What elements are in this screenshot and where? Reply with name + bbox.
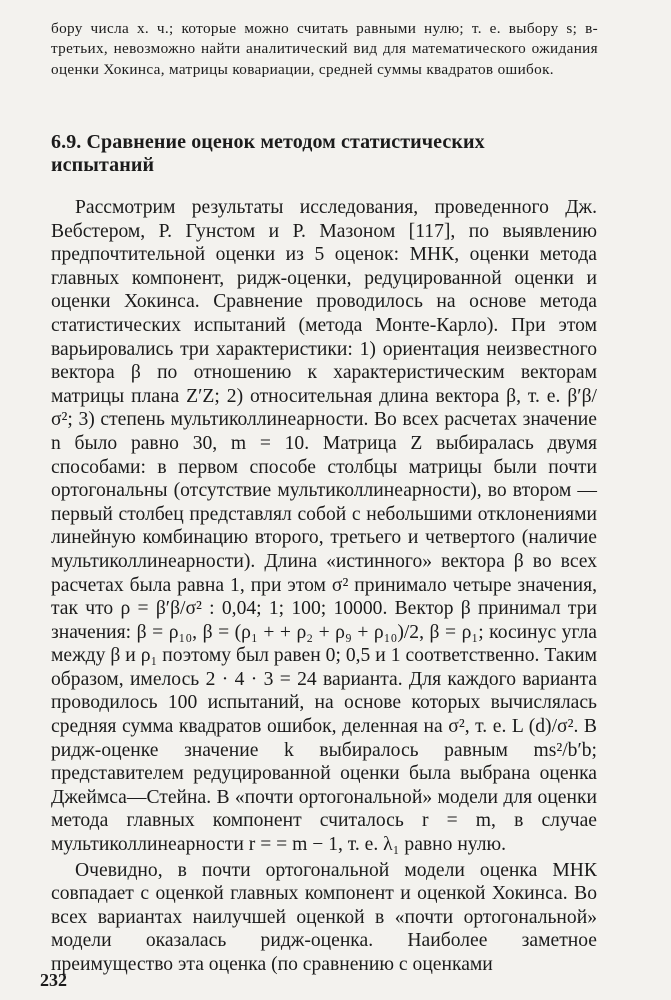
body-paragraph-1: Рассмотрим результаты исследования, проведенного Дж. Вебстером, Р. Гунстом и Р. Мазоном [117], по выявлению предпочтительной оценки из 5 оценок: МНК, оценки метода главных компонент, ридж-оценки, редуцированной оценки и оценки Хокинса. Сравнение проводилось на основе метода статистических испытаний (метода Монте-Карло). При этом варьировались три характеристики: 1) ориентация неизвестного вектора β по отношению к характеристическим векторам матрицы плана Z′Z; 2) относительная длина вектора β, т. е. β′β/σ²; 3) степень мультиколлинеарности. Во всех расчетах значение n было равно 30, m = 10. Матрица Z выбиралась двумя способами: в первом способе столбцы матрицы были почти ортогональны (отсутствие мультиколлинеарности), во втором — первый столбец представлял собой с небольшими отклонениями линейную комбинацию второго, третьего и четвертого (наличие мультиколлинеарности). Длина «истинного» вектора β во всех расчетах была равна 1, при этом σ² принимало четыре значения, так что ρ = β′β/σ² : 0,04; 1; 100; 10000. Вектор β принимал три значения: β = ρ₁₀, β = (ρ₁ + + ρ₂ + ρ₉ + ρ₁₀)/2, β = ρ₁; косинус угла между β и ρ₁ поэтому был равен 0; 0,5 и 1 соответственно. Таким образом, имелось 2 · 4 · 3 = 24 варианта. Для каждого варианта проводилось 100 испытаний, на основе которых вычислялась средняя сумма квадратов ошибок, деленная на σ², т. е. L (d)/σ². В ридж-оценке значение k выбиралось равным ms²/b′b; представителем редуцированной оценки была выбрана оценка Джеймса—Стейна. В «почти ортогональной» модели для оценки метода главных компонент считалось r = m, в случае мультиколлинеарности r = = m − 1, т. е. λ₁ равно нулю.: [51, 197, 597, 856]
section-heading: 6.9. Сравнение оценок методом статистических испытаний: [51, 131, 485, 176]
intro-paragraph: бору числа х. ч.; которые можно считать равными нулю; т. е. выбору s; в-третьих, невозможно найти аналитический вид для математического ожидания оценки Хокинса, матрицы ковариации, средней суммы квадратов ошибок.: [51, 20, 598, 78]
section-body: [51, 196, 597, 977]
body-paragraph-2: Очевидно, в почти ортогональной модели оценка МНК совпадает с оценкой главных компонент и оценкой Хокинса. Во всех вариантах наилучшей оценкой в «почти ортогональной» модели оказалась ридж-оценка. Наиболее заметное преимущество эта оценка (по сравнению с оценками: [51, 859, 597, 975]
page-number: 232: [40, 970, 67, 990]
